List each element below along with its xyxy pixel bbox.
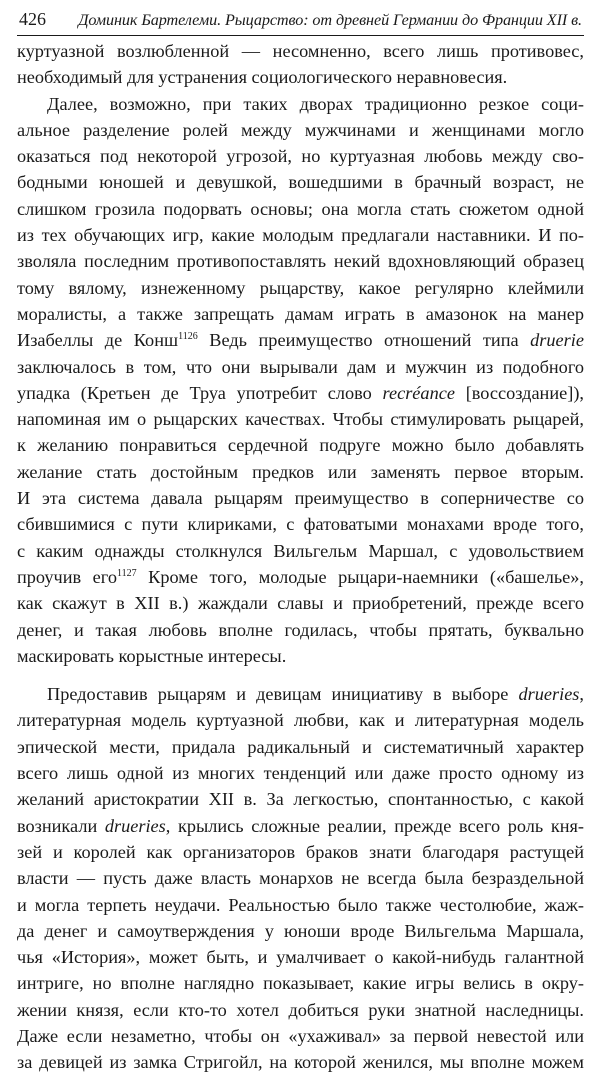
text-line <box>17 511 584 537</box>
text-line <box>17 406 584 432</box>
line-text: заключалось в том, что они вырывали дам и мужчин из подобного <box>17 356 584 377</box>
text-line <box>17 354 584 380</box>
line-text: Предоставив рыцарям и девицам инициативу в выборе <box>47 684 519 705</box>
text-line <box>17 892 584 918</box>
text-line <box>17 643 584 669</box>
text-line <box>17 117 584 143</box>
text-line <box>17 813 584 839</box>
text-line <box>17 760 584 786</box>
text-line <box>17 380 584 406</box>
line-text: за девицей из замка Стригойл, на которой женился, мы вполне можем <box>17 1052 584 1073</box>
line-text: альное разделение ролей между мужчинами и женщинами могло <box>17 119 584 140</box>
italic-term: drueries <box>104 815 166 836</box>
line-text: да денег и самоутверждения у юноши вроде Вильгельма Маршала, <box>17 920 584 941</box>
line-text: желаний аристократии XII в. За легкостью, спонтанностью, с какой <box>17 789 584 810</box>
text-line <box>17 839 584 865</box>
text-line <box>17 222 584 248</box>
running-header <box>17 8 584 36</box>
line-text-cont: , <box>579 684 584 705</box>
line-text: желание стать достойным предков или заменять первое вторым. <box>17 461 584 482</box>
text-line <box>17 970 584 996</box>
text-line <box>17 459 584 485</box>
line-text: жении князя, если кто-то хотел добиться руки знатной наследницы. <box>17 999 584 1020</box>
line-text: маскировать корыстные интересы. <box>17 645 287 666</box>
text-line <box>17 707 584 733</box>
text-line <box>17 997 584 1023</box>
line-text-cont: Кроме того, молодые рыцари-наемники («башелье», <box>136 566 584 587</box>
footnote-ref: 1127 <box>116 567 137 579</box>
line-text: эпической мести, придала радикальный и систематичный характер <box>17 736 584 757</box>
paragraph-gap <box>17 669 584 681</box>
line-text: чья «История», может быть, и умалчивает о какой-нибудь галантной <box>17 947 584 968</box>
text-line <box>17 143 584 169</box>
text-line <box>17 944 584 970</box>
text-line <box>17 564 584 590</box>
line-text: из тех обучающих игр, какие молодым предлагали наставники. И по- <box>17 225 584 246</box>
italic-term: recréance <box>382 382 455 403</box>
text-line <box>17 1049 584 1075</box>
text-line <box>17 91 584 117</box>
text-line <box>17 918 584 944</box>
italic-term: drueries <box>518 684 580 705</box>
text-line <box>17 432 584 458</box>
line-text: сбившимися с пути клириками, с фатоватыми монахами вроде того, <box>17 514 584 535</box>
line-text: всего лишь одной из многих тенденций или даже просто одному из <box>17 763 584 784</box>
line-text: зей и королей как организаторов браков знати благодаря растущей <box>17 841 584 862</box>
line-text: возникали <box>17 815 105 836</box>
line-text-cont: [воссоздание]), <box>454 382 584 403</box>
line-text: и могла терпеть неудачи. Реальностью было также честолюбие, жаж- <box>17 894 584 915</box>
text-line <box>17 485 584 511</box>
body-text <box>17 38 584 1076</box>
line-text: бодными юношей и девушкой, вошедшими в брачный возраст, не <box>17 172 584 193</box>
line-text: власти — пусть даже власть монархов не всегда была безраздельной <box>17 868 584 889</box>
line-text: упадка (Кретьен де Труа употребит слово <box>17 382 383 403</box>
line-text: денег, и такая любовь вполне годилась, чтобы прятать, буквально <box>17 619 584 640</box>
text-line <box>17 169 584 195</box>
line-text: куртуазной возлюбленной — несомненно, всего лишь противовес, <box>17 41 584 61</box>
line-text: как скажут в XII в.) жаждали славы и приобретений, прежде всего <box>17 593 584 614</box>
text-line <box>17 734 584 760</box>
line-text-cont: Ведь преимущество отношений типа <box>197 330 531 351</box>
line-text: Даже если незаметно, чтобы он «ухаживал» за первой невестой или <box>17 1025 584 1046</box>
line-text: Изабеллы де Конш <box>17 330 179 351</box>
page-number: 426 <box>19 9 46 29</box>
line-text-cont: , крылись сложные реалии, прежде всего роль кня- <box>165 815 584 836</box>
line-text: слишком грозила подорвать основы; она могла стать сюжетом одной <box>17 198 584 219</box>
line-text: зволяла последним противопоставлять некий вдохновляющий образец <box>17 251 584 272</box>
text-line <box>17 1023 584 1049</box>
text-line <box>17 196 584 222</box>
text-line <box>17 275 584 301</box>
text-line <box>17 64 584 90</box>
line-text: с каким однажды столкнулся Вильгельм Маршал, с удовольствием <box>17 540 584 561</box>
text-line <box>17 38 584 64</box>
line-text: к желанию понравиться сердечной подруге можно было добавлять <box>17 435 584 456</box>
text-line <box>17 786 584 812</box>
text-line <box>17 617 584 643</box>
running-title: Доминик Бартелеми. Рыцарство: от древней Германии до Франции XII в. <box>78 11 582 29</box>
line-text: оказаться под некоторой угрозой, но куртуазная любовь между сво- <box>17 146 584 167</box>
line-text: моралисты, а также запрещать дамам играть в амазонок на манер <box>17 303 584 324</box>
line-text: напоминая им о рыцарских качествах. Чтобы стимулировать рыцарей, <box>17 409 584 430</box>
text-line <box>17 681 584 707</box>
text-line <box>17 538 584 564</box>
line-text: интриге, но вполне наглядно показывает, какие игры велись в окру- <box>17 973 584 994</box>
italic-term: druerie <box>530 330 584 351</box>
footnote-ref: 1126 <box>178 331 198 343</box>
line-text: необходимый для устранения социологического неравновесия. <box>17 67 508 88</box>
line-text: Далее, возможно, при таких дворах традиционно резкое соци- <box>47 93 584 114</box>
line-text: литературная модель куртуазной любви, как и литературная модель <box>17 710 584 731</box>
line-text: И эта система давала рыцарям преимущество в соперничестве со <box>17 488 584 509</box>
text-line <box>17 327 584 353</box>
text-line <box>17 301 584 327</box>
text-line <box>17 865 584 891</box>
text-line <box>17 248 584 274</box>
line-text: проучив его <box>17 566 117 587</box>
line-text: тому вялому, изнеженному рыцарству, какое регулярно клеймили <box>17 277 584 298</box>
text-line <box>17 590 584 616</box>
